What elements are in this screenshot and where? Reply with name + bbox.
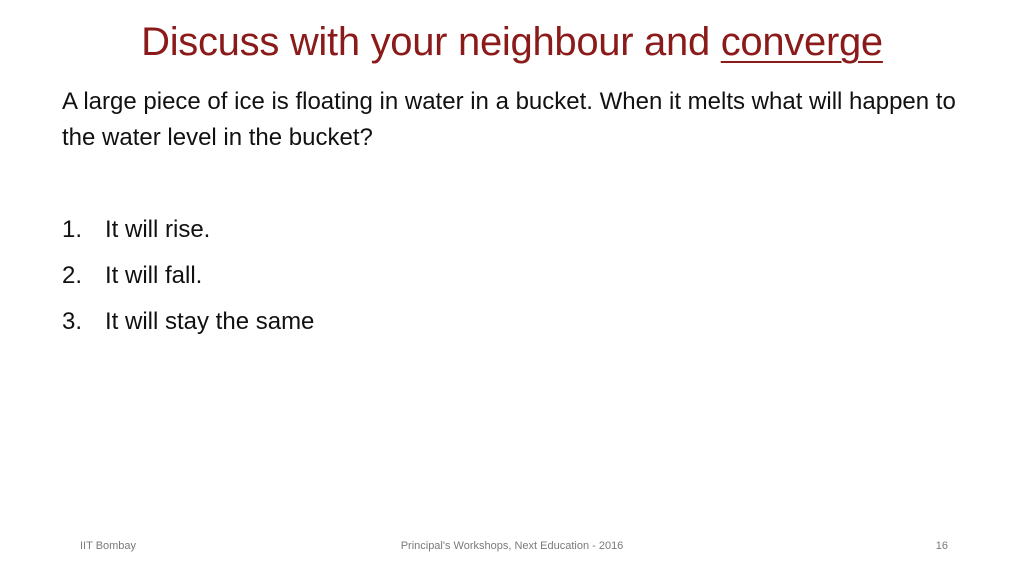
- slide-title-underlined-word: converge: [720, 20, 883, 64]
- option-number: 1.: [62, 216, 83, 243]
- answer-options-list: [62, 212, 962, 350]
- option-number: 3.: [62, 308, 83, 335]
- answer-option-2: [62, 258, 962, 294]
- question-text: A large piece of ice is floating in water in a bucket. When it melts what will happen to the water level in the bucket?: [62, 88, 956, 151]
- answer-option-1: [62, 212, 962, 248]
- footer-event: Principal's Workshops, Next Education - 2016: [400, 540, 624, 552]
- option-number: 2.: [62, 262, 83, 289]
- footer-organization: IIT Bombay: [80, 540, 137, 552]
- option-text: It will stay the same: [105, 308, 315, 335]
- option-text: It will fall.: [105, 262, 203, 289]
- answer-option-3: [62, 304, 962, 340]
- option-text: It will rise.: [105, 216, 211, 243]
- slide-number: 16: [935, 540, 948, 552]
- slide-title-text: Discuss with your neighbour and: [141, 20, 721, 64]
- slide-title: [0, 16, 1024, 68]
